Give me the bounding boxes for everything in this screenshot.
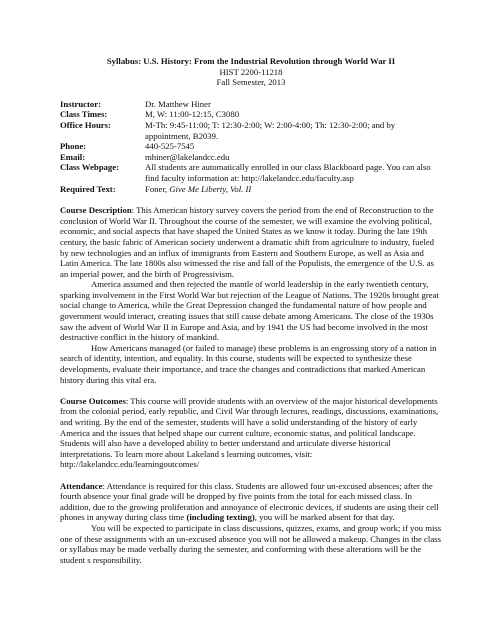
- required-text-author: Foner,: [145, 183, 170, 194]
- class-times-label: Class Times:: [60, 109, 108, 120]
- email-label: Email:: [60, 151, 86, 162]
- course-description-para-1: [60, 205, 442, 279]
- instructor-label: Instructor:: [60, 98, 102, 109]
- class-webpage-label: Class Webpage:: [60, 162, 119, 173]
- semester: Fall Semester, 2013: [216, 77, 286, 88]
- required-text-label: Required Text:: [60, 183, 116, 194]
- attendance-para-2: You will be expected to participate in class discussions, quizzes, exams, and group work; if you miss one of these assignments with an un-excused absence you will not be allowed a makeup. Changes in the class or syllabus may be made verbally during the semester, and conforming with these alterations will be the student s responsibility.: [60, 522, 442, 565]
- course-outcomes-para: [60, 396, 442, 470]
- required-text-title: Give Me Liberty, Vol. II: [169, 183, 252, 194]
- course-description-heading: Course Description: [60, 205, 132, 216]
- course-info-table: [60, 99, 442, 194]
- phone-label: Phone:: [60, 141, 87, 152]
- attendance-para-1: [60, 481, 442, 523]
- required-text-value: [145, 184, 442, 195]
- class-webpage-value: All students are automatically enrolled in our class Blackboard page. You can also find faculty information at: http://lakelandcc.edu/faculty.asp: [145, 162, 431, 183]
- course-outcomes-section: [60, 396, 442, 470]
- course-outcomes-heading: Course Outcomes: [60, 395, 126, 406]
- phone-value: 440-525-7545: [145, 141, 195, 152]
- attendance-text-a: : Attendance is required for this class. Students are allowed four un-excused absences; after the fourth absence your final grade will be dropped by five points from the total for each missed class. In addition, due to the growing proliferation and annoyance of electronic devices, if students are using their cell phones in anyway during class time: [60, 480, 439, 523]
- syllabus-title: Syllabus: U.S. History: From the Industrial Revolution through World War II: [106, 56, 396, 66]
- course-description-para-3: How Americans managed (or failed to manage) these problems is an engrossing story of a nation in search of identity, intention, and equality. In this course, students will be expected to synthesize these developments, evaluate their importance, and trace the changes and contradictions that marked American history during this vital era.: [60, 342, 437, 385]
- course-description-text: : This American history survey covers the period from the end of Reconstruction to the conclusion of World War II. Throughout the course of the semester, we will examine the evolving political, economic, and social aspects that have shaped the United States as we know it today. During the late 19th century, the basic fabric of American society underwent a dramatic shift from agriculture to industry, fueled by new technologies and an influx of immigrants from Eastern and Southern Europe, as well as Asia and Latin America. The late 1800s also witnessed the rise and fall of the Populists, the emergence of the U.S. as an imperial power, and the birth of Progressivism.: [60, 205, 434, 279]
- course-outcomes-text: : This course will provide students with an overview of the major historical developments from the colonial period, early republic, and Civil War through lectures, readings, discussions, examinations, and writing. By the end of the semester, students will have a solid understanding of the history of early America and the issues that helped shape our current culture, economic status, and political landscape. Students will also have a developed ability to better understand and articulate diverse historical interpretations. To learn more about Lakeland s learning outcomes, visit: http://lakelandcc.edu/learningoutcomes/: [60, 395, 439, 470]
- syllabus-page: [60, 56, 442, 576]
- attendance-heading: Attendance: [60, 480, 103, 491]
- attendance-section: [60, 481, 442, 566]
- course-code: HIST 2200-11218: [219, 66, 283, 77]
- office-hours-value: M-Th: 9:45-11:00; T: 12:30-2:00; W: 2:00-4:00; Th: 12:30-2:00; and by appointment, B2039.: [145, 119, 396, 141]
- office-hours-label: Office Hours:: [60, 119, 111, 130]
- attendance-text-b: , you will be marked absent for that day.: [254, 512, 395, 523]
- class-times-value: M, W: 11:00-12:15, C3080: [145, 109, 240, 120]
- email-link[interactable]: mhiner@lakelandcc.edu: [145, 151, 230, 162]
- course-description-section: [60, 205, 442, 385]
- attendance-texting-note: (including texting): [186, 512, 255, 523]
- syllabus-header: [60, 56, 442, 88]
- course-description-para-2: America assumed and then rejected the mantle of world leadership in the early twentieth century, sparking involvement in the First World War but rejection of the League of Nations. The 1920s brought great social change to America, while the Great Depression changed the fundamental nature of how people and government would interact, creating issues that still cause debate among Americans. The close of the 1930s saw the advent of World War II in Europe and Asia, and by 1941 the US had become involved in the most destructive conflict in the history of mankind.: [60, 279, 439, 343]
- instructor-value: Dr. Matthew Hiner: [145, 98, 211, 109]
